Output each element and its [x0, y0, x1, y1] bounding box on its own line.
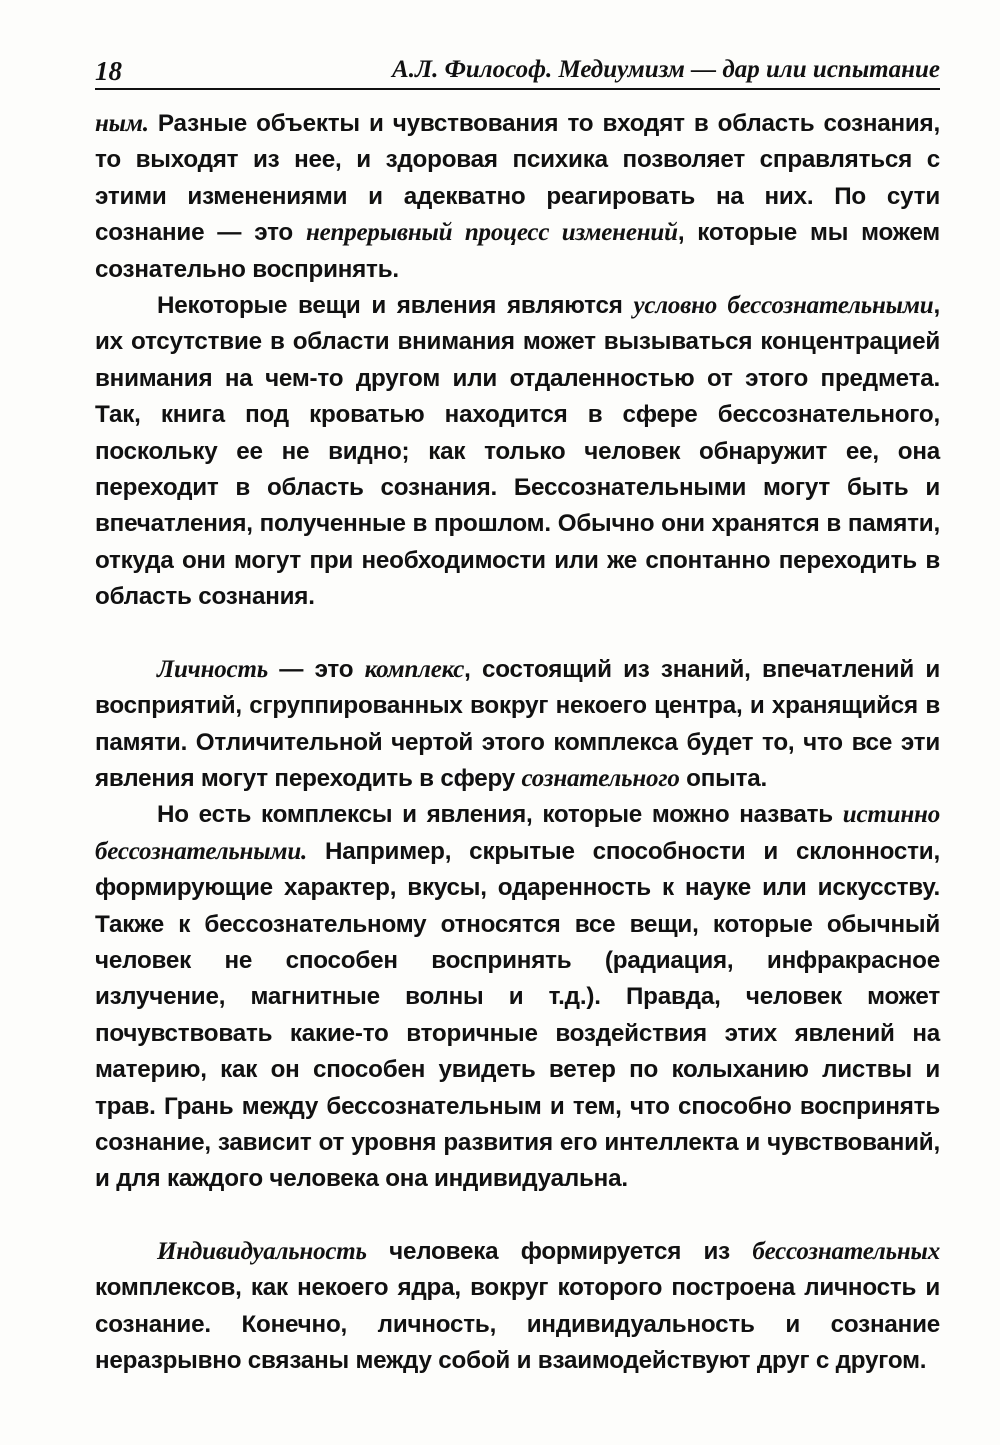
italic-run: комплекс [364, 655, 465, 683]
text-run: Но есть комплексы и явления, которые можно назвать [157, 801, 843, 829]
italic-run: бессознательных [752, 1237, 940, 1265]
italic-run: Личность [157, 655, 268, 683]
text-run: опыта. [679, 764, 768, 792]
text-run: Разные объекты и чувствования то входят в область сознания, то выходят из нее, и здоровая психика позволяет справляться с этими изменениями и адекватно реагировать на них. По сути сознание — это [95, 110, 940, 247]
text-run: — это [267, 655, 365, 683]
italic-run: условно бессознательными [633, 292, 934, 320]
running-title: А.Л. Философ. Медиумизм — дар или испытание [392, 56, 940, 83]
body-text [95, 106, 940, 1379]
text-run: человека формируется из [366, 1237, 753, 1265]
text-run: , состоящий из знаний, впечатлений и восприятий, сгруппированных вокруг некоего центра, и хранящийся в памяти. Отличительной чертой этого комплекса будет то, что все эти явления могут переходить в сферу [95, 655, 940, 792]
text-run: Некоторые вещи и явления являются [157, 292, 634, 320]
text-run: , которые мы можем сознательно воспринять. [95, 219, 940, 283]
text-run: , их отсутствие в области внимания может вызываться концентрацией внимания на чем-то другом или отдаленностью от этого предмета. Так, книга под кроватью находится в сфере бессознательного, поскольку ее не видно; как только человек обнаружит ее, она переходит в область сознания. Бессознательными могут быть и впечатления, полученные в прошлом. Обычно они хранятся в памяти, откуда они могут при необходимости или же спонтанно переходить в область сознания. [95, 292, 940, 611]
text-run: Например, скрытые способности и склонности, формирующие характер, вкусы, одаренность к науке или искусству. Также к бессознательному относятся все вещи, которые обычный человек не способен воспринять (радиация, инфракрасное излучение, магнитные волны и т.д.). Правда, человек может почувствовать какие-то вторичные воздействия этих явлений на материю, как он способен увидеть ветер по колыханию листвы и трав. Грань между бессознательным и тем, что способно воспринять сознание, зависит от уровня развития его интеллекта и чувствований, и для каждого человека она индивидуальна. [95, 837, 940, 1193]
italic-run: непрерывный процесс изменений [305, 219, 678, 247]
page-header [95, 48, 940, 90]
italic-run: Индивидуальность [157, 1237, 367, 1265]
paragraph-2 [95, 288, 940, 616]
italic-run: ным. [95, 110, 149, 137]
paragraph-5 [95, 1234, 940, 1380]
paragraph-4 [95, 797, 940, 1197]
italic-run: сознательного [521, 764, 680, 792]
paragraph-1 [95, 106, 940, 288]
italic-run: истинно бессознательными. [95, 801, 940, 865]
paragraph-3 [95, 652, 940, 798]
page-number: 18 [95, 56, 122, 86]
text-run: комплексов, как некоего ядра, вокруг которого построена личность и сознание. Конечно, личность, индивидуальность и сознание неразрывно связаны между собой и взаимодействуют друг с другом. [95, 1274, 940, 1374]
